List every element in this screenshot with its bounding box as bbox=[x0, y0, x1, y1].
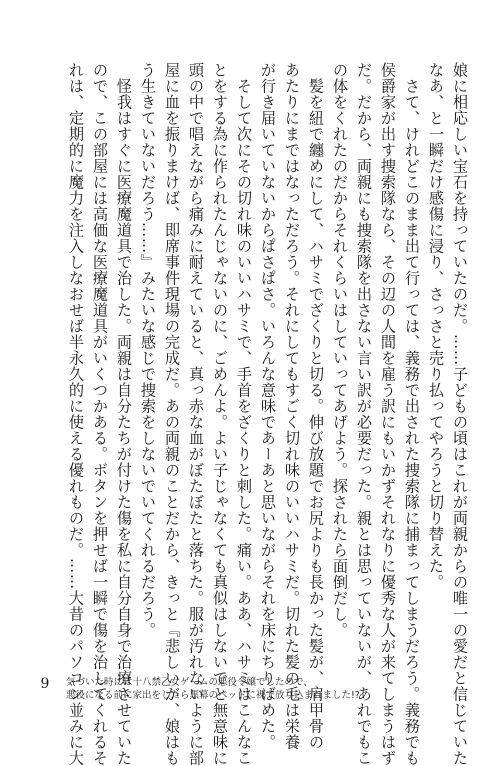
text-line: だ。だから、両親にも捜索隊を出さない言い訳が必要だった。親とは思っていないが、あれでもこ bbox=[355, 62, 373, 766]
text-line: ので、この部屋には高価な医療魔道具がいくつかある。ボタンを押せば一瞬で傷を治してくれるそ bbox=[91, 62, 109, 766]
text-line: 屋に血を振りまけば、即席事件現場の完成だ。あの両親のことだから、きっと『悲しいが、娘はも bbox=[163, 62, 181, 766]
page-footer bbox=[34, 676, 360, 702]
running-title-line: 気づいた時には十八禁乙女ゲームの悪役令嬢でしたので、 bbox=[66, 677, 313, 688]
text-line: の体をくれたのだからそれくらいはしていってあげよう。探されたら面倒だし。 bbox=[331, 62, 349, 638]
text-line: 娘に相応しい宝石を持っていたのだ。……子どもの頃はこれが両親からの唯一の愛だと信じていた bbox=[451, 62, 469, 766]
text-line: 怪我はすぐに医療魔道具で治した。両親は自分たちが付けた傷を私に自分自身で治療させていた bbox=[115, 62, 133, 766]
text-line: さて、けれどこのまま出て行っては、義務で出された捜索隊に捕まってしまうだろう。義務でも bbox=[403, 62, 421, 766]
text-line: う生きていないだろう……』みたいな感じで捜索をしないでいてくれるだろう。 bbox=[139, 62, 157, 638]
page-number: 9 bbox=[40, 676, 50, 692]
text-line: なあ、と一瞬だけ感傷に浸り、さっさと売り払ってやろうと切り替えた。 bbox=[427, 62, 445, 590]
text-line: 頭の中で唱えながら痛みに耐えていると、真っ赤な血がぼたぼたと落ちた。服が汚れないように部 bbox=[187, 62, 205, 766]
text-line: とをする為に作られたんじゃないのに、ごめんよ。よい子じゃなくても真似はしないでと無意味に bbox=[211, 62, 229, 766]
running-title-line: 悪役になる前に家出をしたら黒幕のベッドに裸で放り込まれました!? bbox=[66, 690, 360, 701]
text-line: あたりにまではなっただろう。それにしてもすごく切れ味のいいハサミだ。切れた髪の毛は栄養 bbox=[283, 62, 301, 750]
text-line: が行き届いていないからぱさぱさ。いろんな意味であーあと思いながらそれを床にちりばめた。 bbox=[259, 62, 277, 750]
running-title bbox=[66, 676, 360, 702]
text-line: れは、定期的に魔力を注入しなおせば半永久的に使える優れものだ。……大昔のパソコン並みに大 bbox=[67, 62, 85, 766]
text-line: 侯爵家が出す捜索隊なら、その辺の人間を雇う訳にもいかずそれなりに優秀な人が来てしまうはず bbox=[379, 62, 397, 766]
text-line: 髪を紐で纏めにして、ハサミでざくりと切る。伸び放題でお尻よりも長かった髪が、肩甲骨の bbox=[307, 62, 325, 750]
text-line: そして次にその切れ味のいいハサミで、手首をざくりと刺した。痛い。ああ、ハサミはこんなこ bbox=[235, 62, 253, 766]
